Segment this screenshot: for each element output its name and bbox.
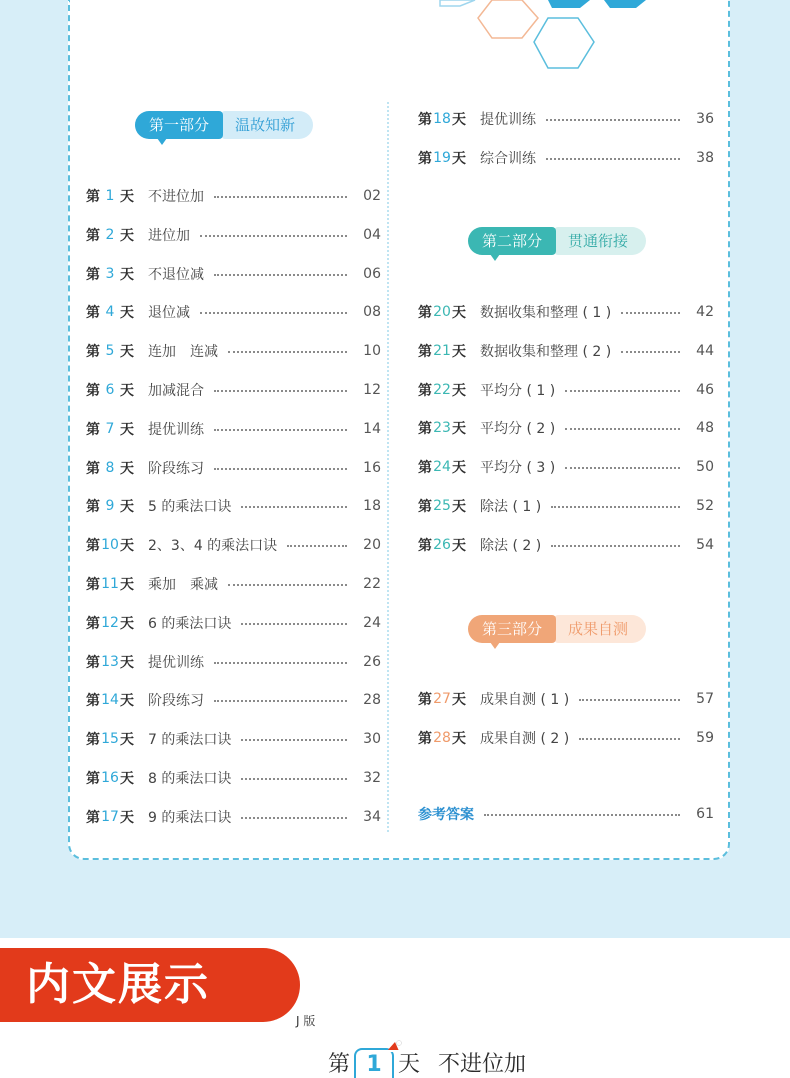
day-prefix: 第	[418, 382, 432, 399]
leader-dots	[228, 351, 347, 353]
page-number: 46	[696, 381, 714, 398]
toc-entry[interactable]	[418, 108, 714, 130]
page-number: 26	[363, 653, 381, 670]
day-suffix: 天	[452, 382, 466, 399]
day-suffix: 天	[452, 112, 466, 128]
day-suffix: 天	[120, 189, 134, 205]
section-part3-label: 第三部分	[468, 615, 556, 643]
toc-entry[interactable]	[418, 456, 714, 478]
day-number: 1	[366, 1052, 382, 1077]
day-suffix: 天	[120, 344, 134, 361]
day-suffix: 天	[120, 538, 134, 555]
day-number: 10	[101, 537, 119, 554]
toc-entry[interactable]	[86, 573, 381, 595]
page-number: 08	[363, 304, 381, 321]
entry-title: 除法 ( 1 )	[480, 499, 542, 515]
entry-title: 8 的乘法口诀	[148, 771, 232, 787]
day-prefix: 第	[86, 538, 100, 555]
hexagon-decoration	[430, 0, 660, 80]
day-number: 12	[101, 614, 119, 631]
day-suffix: 天	[120, 266, 134, 283]
leader-dots	[214, 700, 347, 702]
page-number: 12	[363, 382, 381, 398]
page-number: 16	[363, 459, 381, 476]
day-suffix: 天	[452, 730, 466, 747]
day-suffix: 天	[452, 692, 466, 708]
day-number: 15	[101, 731, 119, 748]
day-prefix: 第	[418, 499, 432, 515]
entry-title: 进位加	[148, 227, 190, 244]
day-suffix: 天	[120, 732, 134, 749]
day-suffix: 天	[120, 383, 134, 399]
day-number: 6	[105, 382, 115, 398]
day-prefix: 第	[418, 150, 432, 167]
section-part3	[468, 614, 646, 644]
day-number: 25	[433, 498, 451, 514]
leader-dots	[546, 119, 680, 121]
day-prefix: 第	[418, 537, 432, 554]
santa-hat-icon	[386, 1040, 402, 1052]
day-suffix: 天	[120, 460, 134, 477]
leader-dots	[241, 778, 347, 780]
day-number: 3	[105, 265, 115, 282]
toc-entry[interactable]	[86, 495, 381, 517]
section-part1	[135, 110, 313, 140]
entry-title: 阶段练习	[148, 460, 204, 477]
entry-title: 不退位减	[148, 266, 204, 283]
entry-title: 除法 ( 2 )	[480, 537, 542, 554]
lesson-heading-di: 第	[328, 1052, 351, 1077]
entry-title: 平均分 ( 3 )	[480, 460, 556, 477]
toc-entry[interactable]	[86, 612, 381, 634]
day-prefix: 第	[418, 343, 432, 360]
day-prefix: 第	[86, 305, 100, 322]
toc-entry[interactable]	[418, 417, 714, 439]
page-number: 14	[363, 420, 381, 437]
page-number: 44	[696, 342, 714, 359]
day-prefix: 第	[86, 577, 100, 593]
toc-entry[interactable]	[86, 263, 381, 285]
day-suffix: 天	[120, 499, 134, 516]
day-prefix: 第	[86, 693, 100, 710]
day-prefix: 第	[86, 499, 100, 516]
leader-dots	[214, 662, 347, 664]
day-suffix: 天	[120, 771, 134, 787]
page-number: 42	[696, 304, 714, 320]
leader-dots	[551, 545, 680, 547]
day-number-box	[354, 1048, 394, 1078]
leader-dots	[579, 738, 680, 740]
day-suffix: 天	[120, 305, 134, 322]
page-number: 50	[696, 459, 714, 476]
day-number: 23	[433, 420, 451, 437]
toc-entry[interactable]	[86, 728, 381, 750]
day-suffix: 天	[452, 537, 466, 554]
toc-entry[interactable]	[86, 224, 381, 246]
page-number: 30	[363, 731, 381, 748]
day-suffix: 天	[452, 460, 466, 477]
day-prefix: 第	[418, 692, 432, 708]
day-prefix: 第	[86, 809, 100, 826]
page-number: 38	[696, 149, 714, 166]
toc-entry[interactable]	[418, 688, 714, 710]
toc-entry[interactable]	[86, 379, 381, 401]
day-prefix: 第	[418, 112, 432, 128]
day-suffix: 天	[120, 654, 134, 671]
entry-title: 提优训练	[148, 421, 204, 438]
toc-entry[interactable]	[86, 651, 381, 673]
day-suffix: 天	[452, 343, 466, 360]
day-number: 21	[433, 342, 451, 359]
day-number: 27	[433, 691, 451, 707]
day-number: 7	[105, 420, 115, 437]
day-prefix: 第	[86, 771, 100, 787]
section-part2	[468, 226, 646, 256]
day-suffix: 天	[452, 150, 466, 167]
content-preview-banner: 内文展示	[0, 948, 300, 1022]
leader-dots	[214, 468, 347, 470]
leader-dots	[214, 390, 347, 392]
answer-label: 参考答案	[418, 807, 474, 823]
leader-dots	[241, 817, 347, 819]
day-number: 9	[105, 498, 115, 515]
leader-dots	[228, 584, 347, 586]
entry-title: 不进位加	[148, 189, 204, 205]
day-number: 13	[101, 653, 119, 670]
toc-entry[interactable]	[418, 147, 714, 169]
day-number: 4	[105, 304, 115, 321]
section-part1-name: 温故知新	[221, 111, 313, 139]
day-suffix: 天	[120, 615, 134, 632]
leader-dots	[214, 274, 347, 276]
leader-dots	[565, 428, 680, 430]
toc-entry[interactable]	[86, 806, 381, 828]
entry-title: 5 的乘法口诀	[148, 499, 232, 516]
day-suffix: 天	[120, 809, 134, 826]
entry-title: 2、3、4 的乘法口诀	[148, 538, 278, 555]
entry-title: 连加 连减	[148, 344, 218, 361]
toc-entry[interactable]	[418, 727, 714, 749]
entry-title: 提优训练	[148, 654, 204, 671]
page-number: 24	[363, 614, 381, 631]
leader-dots	[565, 390, 680, 392]
leader-dots	[214, 429, 347, 431]
section-part1-label: 第一部分	[135, 111, 223, 139]
page-number: 18	[363, 498, 381, 515]
day-number: 24	[433, 459, 451, 476]
leader-dots	[579, 699, 680, 701]
day-number: 1	[105, 188, 115, 204]
page-number: 59	[696, 729, 714, 746]
day-prefix: 第	[86, 344, 100, 361]
leader-dots	[241, 623, 347, 625]
toc-entry[interactable]	[418, 301, 714, 323]
toc-entry[interactable]	[418, 379, 714, 401]
entry-title: 7 的乘法口诀	[148, 732, 232, 749]
day-number: 28	[433, 729, 451, 746]
day-suffix: 天	[452, 305, 466, 321]
page-number: 57	[696, 691, 714, 707]
leader-dots	[241, 506, 347, 508]
day-suffix: 天	[120, 577, 134, 593]
leader-dots	[484, 814, 680, 816]
leader-dots	[200, 235, 347, 237]
day-prefix: 第	[418, 305, 432, 321]
toc-entry[interactable]	[86, 689, 381, 711]
entry-title: 平均分 ( 1 )	[480, 382, 556, 399]
page-number: 32	[363, 770, 381, 786]
day-prefix: 第	[86, 227, 100, 244]
page-number: 06	[363, 265, 381, 282]
page-number: 54	[696, 536, 714, 553]
day-prefix: 第	[86, 421, 100, 438]
day-suffix: 天	[452, 499, 466, 515]
leader-dots	[551, 506, 680, 508]
entry-title: 乘加 乘减	[148, 577, 218, 593]
entry-title: 数据收集和整理 ( 1 )	[480, 305, 612, 321]
day-prefix: 第	[86, 654, 100, 671]
section-part3-name: 成果自测	[554, 615, 646, 643]
page-number: 20	[363, 537, 381, 554]
page-number: 02	[363, 188, 381, 204]
day-prefix: 第	[86, 732, 100, 749]
toc-entry-answers[interactable]	[418, 803, 714, 825]
day-prefix: 第	[86, 266, 100, 283]
toc-entry[interactable]	[86, 185, 381, 207]
day-prefix: 第	[418, 421, 432, 438]
toc-entry[interactable]	[86, 301, 381, 323]
day-number: 8	[105, 459, 115, 476]
entry-title: 提优训练	[480, 112, 536, 128]
edition-label: J 版	[296, 1014, 316, 1028]
lesson-heading-tian: 天	[398, 1052, 421, 1077]
toc-entry[interactable]	[86, 457, 381, 479]
lesson-heading	[328, 1046, 526, 1078]
day-number: 11	[101, 576, 119, 592]
page-number: 48	[696, 420, 714, 437]
toc-entry[interactable]	[86, 534, 381, 556]
toc-entry[interactable]	[418, 534, 714, 556]
day-number: 19	[433, 149, 451, 166]
day-number: 26	[433, 536, 451, 553]
leader-dots	[214, 196, 347, 198]
entry-title: 阶段练习	[148, 693, 204, 710]
day-number: 2	[105, 226, 115, 243]
page-number: 04	[363, 226, 381, 243]
leader-dots	[621, 312, 680, 314]
toc-entry[interactable]	[86, 767, 381, 789]
entry-title: 退位减	[148, 305, 190, 322]
page-number: 34	[363, 808, 381, 825]
day-number: 16	[101, 770, 119, 786]
day-suffix: 天	[120, 693, 134, 710]
leader-dots	[241, 739, 347, 741]
section-part2-label: 第二部分	[468, 227, 556, 255]
day-prefix: 第	[86, 189, 100, 205]
day-suffix: 天	[120, 227, 134, 244]
day-prefix: 第	[86, 383, 100, 399]
day-number: 22	[433, 381, 451, 398]
leader-dots	[200, 312, 347, 314]
leader-dots	[621, 351, 680, 353]
leader-dots	[546, 158, 680, 160]
lesson-heading-title: 不进位加	[438, 1052, 527, 1077]
day-suffix: 天	[120, 421, 134, 438]
day-number: 14	[101, 692, 119, 709]
toc-entry[interactable]	[418, 495, 714, 517]
leader-dots	[565, 467, 680, 469]
day-number: 17	[101, 808, 119, 825]
page-number: 52	[696, 498, 714, 514]
entry-title: 6 的乘法口诀	[148, 615, 232, 632]
day-prefix: 第	[86, 615, 100, 632]
day-number: 5	[105, 343, 115, 360]
day-prefix: 第	[418, 730, 432, 747]
toc-entry[interactable]	[86, 418, 381, 440]
page-number: 22	[363, 576, 381, 592]
entry-title: 综合训练	[480, 150, 536, 167]
page-number: 10	[363, 343, 381, 360]
answer-page: 61	[696, 806, 714, 822]
entry-title: 成果自测 ( 2 )	[480, 730, 570, 747]
section-part2-name: 贯通衔接	[554, 227, 646, 255]
entry-title: 成果自测 ( 1 )	[480, 692, 570, 708]
column-divider	[387, 102, 389, 832]
leader-dots	[287, 545, 347, 547]
day-number: 20	[433, 304, 451, 320]
day-prefix: 第	[86, 460, 100, 477]
entry-title: 数据收集和整理 ( 2 )	[480, 343, 612, 360]
entry-title: 加减混合	[148, 383, 204, 399]
toc-entry[interactable]	[86, 340, 381, 362]
page-number: 28	[363, 692, 381, 709]
day-number: 18	[433, 111, 451, 127]
toc-entry[interactable]	[418, 340, 714, 362]
entry-title: 平均分 ( 2 )	[480, 421, 556, 438]
entry-title: 9 的乘法口诀	[148, 809, 232, 826]
day-prefix: 第	[418, 460, 432, 477]
day-suffix: 天	[452, 421, 466, 438]
page-number: 36	[696, 111, 714, 127]
